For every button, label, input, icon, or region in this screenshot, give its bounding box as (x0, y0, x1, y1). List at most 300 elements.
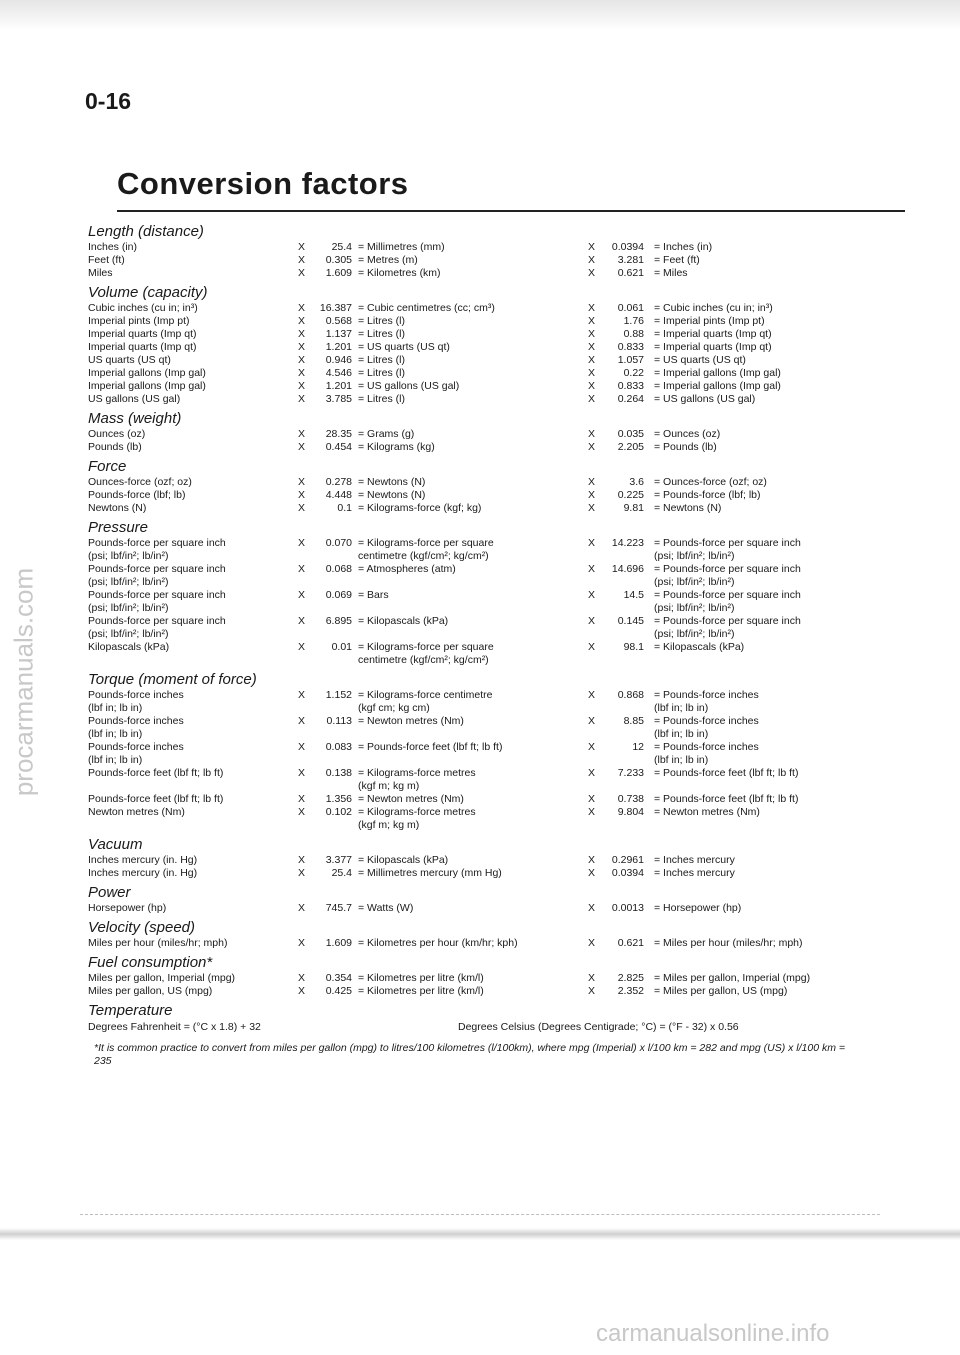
to-unit: = Pounds-force feet (lbf ft; lb ft) (358, 741, 503, 753)
inverse-factor: 2.352 (617, 985, 644, 997)
factor: 4.448 (325, 489, 352, 501)
conversion-row (88, 380, 898, 393)
to-unit: = Newton metres (Nm) (358, 793, 464, 805)
to-unit: = Kilometres per hour (km/hr; kph) (358, 937, 518, 949)
to-unit: = Litres (l) (358, 315, 405, 327)
conversion-row (88, 867, 898, 880)
inverse-factor: 0.621 (617, 937, 644, 949)
inverse-factor: 12 (632, 741, 644, 753)
factor: 1.201 (325, 380, 352, 392)
section (88, 919, 898, 950)
inverse-factor: 0.621 (617, 267, 644, 279)
inverse-factor: 9.81 (623, 502, 644, 514)
inverse-factor: 0.061 (617, 302, 644, 314)
from-unit: Newtons (N) (88, 502, 147, 514)
multiply-sign: X (588, 302, 596, 314)
conversion-row (88, 441, 898, 454)
factor: 0.070 (325, 537, 352, 549)
from-unit: Ounces-force (ozf; oz) (88, 476, 192, 488)
from-unit: Pounds-force (lbf; lb) (88, 489, 186, 501)
section (88, 519, 898, 667)
factor: 0.454 (325, 441, 352, 453)
from-unit: Pounds-force inches (lbf in; lb in) (88, 715, 184, 740)
back-unit: = Inches mercury (654, 854, 735, 866)
temperature-formulas (88, 1021, 898, 1034)
multiply-sign: X (298, 502, 306, 514)
multiply-sign: X (298, 241, 306, 253)
factor: 0.068 (325, 563, 352, 575)
section-heading: Torque (moment of force) (88, 671, 257, 688)
back-unit: = Imperial gallons (Imp gal) (654, 380, 781, 392)
multiply-sign: X (588, 937, 596, 949)
multiply-sign: X (588, 793, 596, 805)
factor: 0.01 (331, 641, 352, 653)
to-unit: = Cubic centimetres (cc; cm³) (358, 302, 495, 314)
factor: 0.305 (325, 254, 352, 266)
to-unit: = Kilometres per litre (km/l) (358, 985, 484, 997)
multiply-sign: X (298, 441, 306, 453)
section-heading: Velocity (speed) (88, 919, 195, 936)
multiply-sign: X (588, 867, 596, 879)
inverse-factor: 7.233 (617, 767, 644, 779)
section (88, 410, 898, 454)
to-unit: = Litres (l) (358, 328, 405, 340)
section (88, 954, 898, 998)
conversion-table (88, 223, 898, 1068)
back-unit: = Cubic inches (cu in; in³) (654, 302, 773, 314)
back-unit: = Newtons (N) (654, 502, 722, 514)
factor: 0.568 (325, 315, 352, 327)
inverse-factor: 1.76 (623, 315, 644, 327)
conversion-row (88, 241, 898, 254)
from-unit: Imperial gallons (Imp gal) (88, 367, 206, 379)
scan-bottom-band (0, 1228, 960, 1240)
conversion-row (88, 854, 898, 867)
back-unit: = Imperial quarts (Imp qt) (654, 328, 772, 340)
back-unit: = Inches mercury (654, 867, 735, 879)
factor: 25.4 (331, 867, 352, 879)
multiply-sign: X (298, 641, 306, 653)
multiply-sign: X (298, 537, 306, 549)
to-unit: = Litres (l) (358, 354, 405, 366)
from-unit: Imperial gallons (Imp gal) (88, 380, 206, 392)
factor: 0.138 (325, 767, 352, 779)
from-unit: US gallons (US gal) (88, 393, 181, 405)
inverse-factor: 0.22 (623, 367, 644, 379)
back-unit: = Pounds-force feet (lbf ft; lb ft) (654, 793, 799, 805)
inverse-factor: 8.85 (623, 715, 644, 727)
from-unit: Pounds-force per square inch (psi; lbf/in²; lb/in²) (88, 615, 226, 640)
multiply-sign: X (298, 689, 306, 701)
multiply-sign: X (588, 441, 596, 453)
from-unit: Imperial quarts (Imp qt) (88, 328, 197, 340)
to-unit: = Bars (358, 589, 389, 601)
inverse-factor: 0.035 (617, 428, 644, 440)
inverse-factor: 0.145 (617, 615, 644, 627)
inverse-factor: 0.833 (617, 380, 644, 392)
multiply-sign: X (298, 393, 306, 405)
conversion-row (88, 615, 898, 641)
from-unit: US quarts (US qt) (88, 354, 171, 366)
multiply-sign: X (588, 741, 596, 753)
multiply-sign: X (588, 972, 596, 984)
back-unit: = Miles per hour (miles/hr; mph) (654, 937, 803, 949)
multiply-sign: X (588, 476, 596, 488)
to-unit: = Grams (g) (358, 428, 415, 440)
factor: 1.356 (325, 793, 352, 805)
conversion-row (88, 502, 898, 515)
multiply-sign: X (588, 985, 596, 997)
inverse-factor: 0.2961 (611, 854, 644, 866)
inverse-factor: 0.88 (623, 328, 644, 340)
from-unit: Newton metres (Nm) (88, 806, 185, 818)
conversion-row (88, 267, 898, 280)
inverse-factor: 0.0013 (611, 902, 644, 914)
side-watermark (2, 567, 46, 797)
multiply-sign: X (588, 502, 596, 514)
from-unit: Miles per gallon, US (mpg) (88, 985, 213, 997)
from-unit: Imperial pints (Imp pt) (88, 315, 190, 327)
section (88, 284, 898, 406)
factor: 4.546 (325, 367, 352, 379)
multiply-sign: X (588, 328, 596, 340)
back-unit: = Imperial quarts (Imp qt) (654, 341, 772, 353)
back-unit: = Pounds (lb) (654, 441, 717, 453)
from-unit: Horsepower (hp) (88, 902, 167, 914)
multiply-sign: X (298, 806, 306, 818)
multiply-sign: X (588, 428, 596, 440)
to-unit: = Kilometres per litre (km/l) (358, 972, 484, 984)
multiply-sign: X (298, 867, 306, 879)
back-unit: = Newton metres (Nm) (654, 806, 760, 818)
back-unit: = Pounds-force per square inch (psi; lbf/in²; lb/in²) (654, 589, 801, 614)
page-title: Conversion factors (117, 166, 409, 201)
conversion-row (88, 563, 898, 589)
factor: 16.387 (319, 302, 352, 314)
to-unit: = Millimetres (mm) (358, 241, 445, 253)
conversion-row (88, 589, 898, 615)
to-unit: = Kilograms (kg) (358, 441, 435, 453)
inverse-factor: 98.1 (623, 641, 644, 653)
back-unit: = Feet (ft) (654, 254, 700, 266)
page-number: 0-16 (85, 88, 132, 114)
from-unit: Pounds-force feet (lbf ft; lb ft) (88, 767, 224, 779)
from-unit: Miles per hour (miles/hr; mph) (88, 937, 228, 949)
factor: 0.354 (325, 972, 352, 984)
multiply-sign: X (298, 937, 306, 949)
section (88, 458, 898, 515)
to-unit: = Atmospheres (atm) (358, 563, 456, 575)
to-unit: = Kilograms-force per square centimetre (kgf/cm²; kg/cm²) (358, 537, 494, 562)
multiply-sign: X (298, 254, 306, 266)
from-unit: Feet (ft) (88, 254, 125, 266)
back-unit: = Pounds-force inches (lbf in; lb in) (654, 741, 759, 766)
multiply-sign: X (588, 254, 596, 266)
factor: 0.278 (325, 476, 352, 488)
multiply-sign: X (588, 854, 596, 866)
from-unit: Pounds-force per square inch (psi; lbf/in²; lb/in²) (88, 563, 226, 588)
section-heading: Vacuum (88, 836, 143, 853)
factor: 3.377 (325, 854, 352, 866)
fahrenheit-formula: Degrees Fahrenheit = (°C x 1.8) + 32 (88, 1021, 261, 1033)
conversion-row (88, 689, 898, 715)
multiply-sign: X (588, 767, 596, 779)
back-unit: = Kilopascals (kPa) (654, 641, 745, 653)
back-unit: = Horsepower (hp) (654, 902, 742, 914)
back-unit: = Imperial pints (Imp pt) (654, 315, 765, 327)
conversion-row (88, 393, 898, 406)
to-unit: = Watts (W) (358, 902, 414, 914)
multiply-sign: X (298, 354, 306, 366)
back-unit: = Ounces (oz) (654, 428, 721, 440)
multiply-sign: X (298, 985, 306, 997)
conversion-row (88, 985, 898, 998)
factor: 0.1 (337, 502, 352, 514)
inverse-factor: 14.696 (611, 563, 644, 575)
multiply-sign: X (588, 393, 596, 405)
section-heading: Fuel consumption* (88, 954, 213, 971)
multiply-sign: X (298, 380, 306, 392)
from-unit: Pounds-force inches (lbf in; lb in) (88, 689, 184, 714)
multiply-sign: X (588, 537, 596, 549)
multiply-sign: X (298, 367, 306, 379)
conversion-row (88, 641, 898, 667)
back-unit: = Miles (654, 267, 688, 279)
to-unit: = Newton metres (Nm) (358, 715, 464, 727)
back-unit: = Inches (in) (654, 241, 713, 253)
conversion-row (88, 902, 898, 915)
inverse-factor: 0.833 (617, 341, 644, 353)
multiply-sign: X (298, 615, 306, 627)
conversion-row (88, 315, 898, 328)
multiply-sign: X (298, 715, 306, 727)
conversion-row (88, 428, 898, 441)
from-unit: Imperial quarts (Imp qt) (88, 341, 197, 353)
from-unit: Pounds-force feet (lbf ft; lb ft) (88, 793, 224, 805)
conversion-row (88, 741, 898, 767)
to-unit: = Kilometres (km) (358, 267, 441, 279)
inverse-factor: 1.057 (617, 354, 644, 366)
inverse-factor: 2.825 (617, 972, 644, 984)
factor: 0.946 (325, 354, 352, 366)
to-unit: = Kilopascals (kPa) (358, 854, 449, 866)
multiply-sign: X (588, 315, 596, 327)
multiply-sign: X (588, 267, 596, 279)
from-unit: Pounds-force inches (lbf in; lb in) (88, 741, 184, 766)
back-unit: = Pounds-force per square inch (psi; lbf/in²; lb/in²) (654, 537, 801, 562)
conversion-row (88, 302, 898, 315)
from-unit: Ounces (oz) (88, 428, 146, 440)
factor: 0.113 (326, 715, 352, 727)
from-unit: Kilopascals (kPa) (88, 641, 170, 653)
multiply-sign: X (588, 806, 596, 818)
factor: 3.785 (325, 393, 352, 405)
to-unit: = Millimetres mercury (mm Hg) (358, 867, 502, 879)
conversion-row (88, 937, 898, 950)
from-unit: Inches (in) (88, 241, 138, 253)
multiply-sign: X (298, 767, 306, 779)
inverse-factor: 9.804 (617, 806, 644, 818)
conversion-row (88, 489, 898, 502)
conversion-row (88, 367, 898, 380)
back-unit: = US gallons (US gal) (654, 393, 756, 405)
section-heading: Force (88, 458, 127, 475)
conversion-row (88, 328, 898, 341)
multiply-sign: X (298, 741, 306, 753)
multiply-sign: X (298, 315, 306, 327)
from-unit: Pounds-force per square inch (psi; lbf/in²; lb/in²) (88, 589, 226, 614)
multiply-sign: X (298, 902, 306, 914)
inverse-factor: 0.738 (617, 793, 644, 805)
to-unit: = Kilograms-force metres (kgf m; kg m) (358, 767, 476, 792)
multiply-sign: X (588, 241, 596, 253)
factor: 28.35 (325, 428, 352, 440)
inverse-factor: 0.225 (617, 489, 644, 501)
from-unit: Pounds (lb) (88, 441, 142, 453)
conversion-row (88, 767, 898, 793)
inverse-factor: 0.0394 (611, 241, 644, 253)
to-unit: = Litres (l) (358, 393, 405, 405)
multiply-sign: X (298, 428, 306, 440)
conversion-row (88, 715, 898, 741)
section (88, 884, 898, 915)
section-heading: Mass (weight) (88, 410, 182, 427)
to-unit: = Newtons (N) (358, 489, 426, 501)
from-unit: Inches mercury (in. Hg) (88, 854, 198, 866)
from-unit: Miles per gallon, Imperial (mpg) (88, 972, 236, 984)
factor: 1.137 (325, 328, 352, 340)
back-unit: = Pounds-force per square inch (psi; lbf/in²; lb/in²) (654, 615, 801, 640)
factor: 0.069 (325, 589, 352, 601)
multiply-sign: X (588, 715, 596, 727)
section-heading: Pressure (88, 519, 149, 536)
scan-top-band (0, 0, 960, 30)
back-unit: = Pounds-force inches (lbf in; lb in) (654, 715, 759, 740)
to-unit: = US quarts (US qt) (358, 341, 450, 353)
multiply-sign: X (298, 341, 306, 353)
from-unit: Pounds-force per square inch (psi; lbf/in²; lb/in²) (88, 537, 226, 562)
inverse-factor: 2.205 (617, 441, 644, 453)
conversion-row (88, 806, 898, 832)
inverse-factor: 3.6 (629, 476, 644, 488)
sections-container (88, 223, 898, 998)
temperature-section (88, 1002, 898, 1034)
multiply-sign: X (298, 489, 306, 501)
factor: 25.4 (331, 241, 352, 253)
multiply-sign: X (588, 563, 596, 575)
from-unit: Cubic inches (cu in; in³) (88, 302, 198, 314)
section-heading: Volume (capacity) (88, 284, 208, 301)
factor: 745.7 (325, 902, 352, 914)
multiply-sign: X (298, 476, 306, 488)
multiply-sign: X (298, 328, 306, 340)
multiply-sign: X (298, 793, 306, 805)
scan-dashed-line (80, 1214, 880, 1215)
inverse-factor: 0.868 (617, 689, 644, 701)
multiply-sign: X (588, 380, 596, 392)
back-unit: = Pounds-force per square inch (psi; lbf/in²; lb/in²) (654, 563, 801, 588)
section-heading: Length (distance) (88, 223, 204, 240)
multiply-sign: X (298, 972, 306, 984)
to-unit: = Kilograms-force (kgf; kg) (358, 502, 482, 514)
to-unit: = Kilograms-force metres (kgf m; kg m) (358, 806, 476, 831)
factor: 1.152 (325, 689, 352, 701)
factor: 1.609 (325, 937, 352, 949)
section (88, 671, 898, 832)
multiply-sign: X (588, 615, 596, 627)
multiply-sign: X (588, 641, 596, 653)
conversion-row (88, 537, 898, 563)
conversion-row (88, 254, 898, 267)
section-heading: Power (88, 884, 131, 901)
conversion-row (88, 354, 898, 367)
multiply-sign: X (298, 589, 306, 601)
from-unit: Inches mercury (in. Hg) (88, 867, 198, 879)
section-heading: Temperature (88, 1002, 173, 1019)
multiply-sign: X (298, 563, 306, 575)
multiply-sign: X (588, 354, 596, 366)
conversion-row (88, 793, 898, 806)
factor: 1.609 (325, 267, 352, 279)
multiply-sign: X (298, 302, 306, 314)
back-unit: = Miles per gallon, US (mpg) (654, 985, 788, 997)
conversion-row (88, 972, 898, 985)
side-watermark-text: procarmanuals.com (8, 567, 39, 797)
multiply-sign: X (588, 367, 596, 379)
multiply-sign: X (588, 902, 596, 914)
to-unit: = Kilopascals (kPa) (358, 615, 449, 627)
factor: 1.201 (325, 341, 352, 353)
title-rule (117, 210, 905, 212)
back-unit: = Pounds-force (lbf; lb) (654, 489, 761, 501)
factor: 0.102 (325, 806, 352, 818)
back-unit: = Pounds-force inches (lbf in; lb in) (654, 689, 759, 714)
to-unit: = Kilograms-force centimetre (kgf cm; kg cm) (358, 689, 493, 714)
to-unit: = Metres (m) (358, 254, 418, 266)
factor: 6.895 (325, 615, 352, 627)
conversion-row (88, 476, 898, 489)
to-unit: = Litres (l) (358, 367, 405, 379)
footer-watermark: carmanualsonline.info (596, 1320, 830, 1347)
to-unit: = US gallons (US gal) (358, 380, 460, 392)
inverse-factor: 0.0394 (611, 867, 644, 879)
multiply-sign: X (298, 854, 306, 866)
back-unit: = US quarts (US qt) (654, 354, 746, 366)
multiply-sign: X (588, 489, 596, 501)
footnote: *It is common practice to convert from miles per gallon (mpg) to litres/100 kilometres (l/100km), where mpg (Imperial) x l/100 km = 282 and mpg (US) x l/100 km = 235 (94, 1042, 846, 1067)
section (88, 836, 898, 880)
inverse-factor: 3.281 (617, 254, 644, 266)
inverse-factor: 14.223 (611, 537, 644, 549)
multiply-sign: X (588, 589, 596, 601)
back-unit: = Imperial gallons (Imp gal) (654, 367, 781, 379)
factor: 0.083 (325, 741, 352, 753)
inverse-factor: 14.5 (623, 589, 644, 601)
back-unit: = Pounds-force feet (lbf ft; lb ft) (654, 767, 799, 779)
conversion-row (88, 341, 898, 354)
factor: 0.425 (325, 985, 352, 997)
section (88, 223, 898, 280)
inverse-factor: 0.264 (617, 393, 644, 405)
multiply-sign: X (298, 267, 306, 279)
back-unit: = Ounces-force (ozf; oz) (654, 476, 767, 488)
from-unit: Miles (88, 267, 113, 279)
to-unit: = Kilograms-force per square centimetre (kgf/cm²; kg/cm²) (358, 641, 494, 666)
celsius-formula: Degrees Celsius (Degrees Centigrade; °C) = (°F - 32) x 0.56 (458, 1021, 739, 1033)
multiply-sign: X (588, 341, 596, 353)
multiply-sign: X (588, 689, 596, 701)
back-unit: = Miles per gallon, Imperial (mpg) (654, 972, 811, 984)
